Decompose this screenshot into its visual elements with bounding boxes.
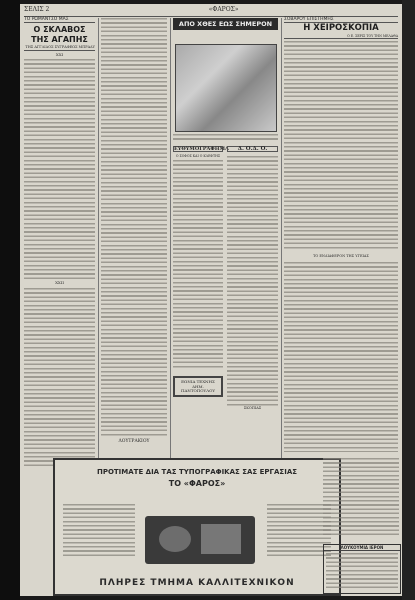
serial-kicker: ΤΟ ΡΩΜΑΝΤΣΟ ΜΑΣ	[24, 18, 95, 23]
card-line: ΔΗΜ. ΠΑΝΤΟΠΟΥΛΟΥ	[180, 383, 216, 393]
ad-headline: ΠΡΟΤΙΜΑΤΕ ΔΙΑ ΤΑΣ ΤΥΠΟΓΡΑΦΙΚΑΣ ΣΑΣ ΕΡΓΑΣΙΑΣ	[96, 468, 298, 476]
ad-text	[267, 504, 331, 556]
photo-caption	[173, 134, 278, 142]
serial-column	[24, 18, 95, 456]
dodo-column	[227, 146, 278, 446]
business-card	[173, 376, 223, 397]
dodo-text	[227, 156, 278, 406]
photograph	[175, 44, 277, 132]
dodo-footer: ΣΚΟΠΙΑΣ	[243, 406, 262, 411]
page-label: ΣΕΛΙΣ 2	[24, 6, 50, 13]
dodo-title: Δ. Ο.Δ. Ο.	[227, 146, 278, 152]
section-mark: XXII	[55, 280, 64, 286]
newspaper-page	[20, 4, 402, 596]
palmistry-text	[284, 41, 398, 251]
scan-binding-left	[0, 0, 20, 600]
printing-press-illustration	[145, 516, 255, 564]
side-ad-title: ΛΟΥΚΟΥΜΙΑ ΙΕΡΟΝ	[324, 545, 400, 551]
palmistry-text	[284, 262, 398, 452]
middle-title: ΑΠΟ ΧΘΕΣ ΕΩΣ ΣΗΜΕΡΟΝ	[173, 18, 278, 30]
palmistry-column	[284, 18, 398, 456]
palmistry-kicker: ΣΟΒΑΡΟΥ ΕΠΙΣΤΗΜΗΣ	[284, 18, 398, 23]
scan-binding-right	[402, 0, 415, 600]
column-rule	[170, 18, 171, 458]
column-rule	[98, 18, 99, 458]
palmistry-byline: Ο Ε. ΣΕΡΙΣ ΤΟΥ ΤΗΝ ΜΕΛΑΘΑ	[284, 34, 398, 39]
humor-title: ΕΥΘΥΜΟΓΡΑΦΗΜΑ	[174, 146, 229, 152]
side-advertisement	[323, 544, 401, 594]
text-column	[101, 18, 167, 438]
humor-text	[173, 160, 223, 370]
humor-column	[173, 146, 229, 446]
palmistry-subhead: ΤΟ ΕΝΔΙΑΦΕΡΟΝ ΤΗΣ ΥΓΕΙΑΣ	[313, 254, 369, 259]
serial-title: Ο ΣΚΛΑΒΟΣ ΤΗΣ ΑΓΑΠΗΣ	[31, 25, 88, 45]
serial-text	[24, 59, 95, 279]
paper-name: «ΦΑΡΟΣ»	[208, 6, 239, 13]
side-ad-text	[326, 553, 398, 589]
bath-label: ΛΟΥΤΡΑΚΙΟΥ	[118, 439, 150, 444]
palmistry-title: Η ΧΕΙΡΟΣΚΟΠΙΑ	[303, 23, 379, 34]
card-line: ΕΩΝΙΑ ΤΕΧΝΗΣ	[181, 379, 215, 385]
ad-brand: ΤΟ «ΦΑΡΟΣ»	[168, 479, 226, 488]
humor-subtitle: Ο ΣΟΦΟΣ ΚΑΙ Ο ΚΛΕΦΤΗΣ	[175, 154, 221, 159]
page-header	[24, 6, 398, 17]
column-rule	[281, 18, 282, 458]
serial-text	[24, 288, 95, 468]
bath-notice	[101, 440, 167, 454]
printing-advertisement	[53, 458, 341, 596]
ad-text	[63, 504, 135, 556]
ad-footer: ΠΛΗΡΕΣ ΤΜΗΜΑ ΚΑΛΛΙΤΕΧΝΙΚΟΝ	[99, 578, 295, 588]
section-mark: ΧΧΙ	[55, 52, 64, 58]
side-text	[323, 458, 399, 538]
serial-subtitle: ΤΗΣ ΑΓΓΛΙΔΟΣ ΣΥΓΡΑΦΕΩΣ ΜΠΡΑΔΥ	[25, 45, 95, 50]
